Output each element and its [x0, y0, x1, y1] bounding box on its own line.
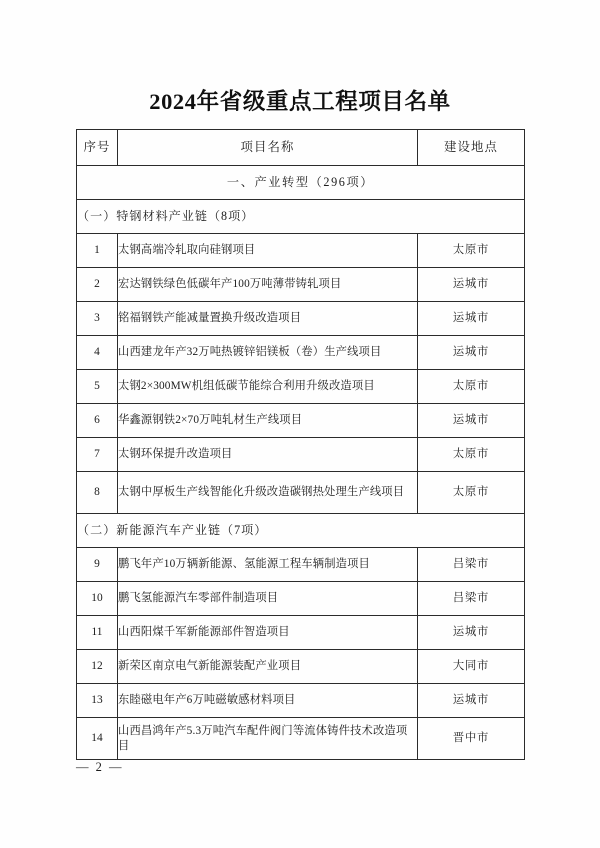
- table-row: [77, 336, 525, 370]
- column-header-index: 序号: [77, 130, 118, 166]
- table-row: [77, 268, 525, 302]
- cell-location: 运城市: [418, 684, 525, 718]
- cell-project-name: 山西昌鸿年产5.3万吨汽车配件阀门等流体铸件技术改造项目: [118, 718, 418, 760]
- table-row: [77, 404, 525, 438]
- table-row: [77, 472, 525, 514]
- cell-project-name: 山西阳煤千军新能源部件智造项目: [118, 616, 418, 650]
- cell-index: 6: [77, 404, 118, 438]
- cell-index: 4: [77, 336, 118, 370]
- cell-location: 太原市: [418, 370, 525, 404]
- cell-index: 3: [77, 302, 118, 336]
- column-header-location: 建设地点: [418, 130, 525, 166]
- subsection-heading-row: [77, 200, 525, 234]
- cell-location: 太原市: [418, 234, 525, 268]
- subsection-heading-label: （一）特钢材料产业链（8项）: [77, 200, 525, 234]
- cell-location: 太原市: [418, 438, 525, 472]
- table-row: [77, 684, 525, 718]
- table-row: [77, 438, 525, 472]
- table-row: [77, 548, 525, 582]
- cell-project-name: 新荣区南京电气新能源装配产业项目: [118, 650, 418, 684]
- cell-index: 8: [77, 472, 118, 514]
- cell-location: 太原市: [418, 472, 525, 514]
- cell-project-name: 太钢环保提升改造项目: [118, 438, 418, 472]
- cell-location: 运城市: [418, 268, 525, 302]
- cell-location: 运城市: [418, 616, 525, 650]
- cell-location: 吕梁市: [418, 582, 525, 616]
- cell-index: 13: [77, 684, 118, 718]
- cell-project-name: 山西建龙年产32万吨热镀锌铝镁板（卷）生产线项目: [118, 336, 418, 370]
- project-list-table-container: [76, 129, 524, 760]
- table-row: [77, 582, 525, 616]
- section-heading-label: 一、产业转型（296项）: [77, 166, 525, 200]
- cell-location: 吕梁市: [418, 548, 525, 582]
- page-title: 2024年省级重点工程项目名单: [149, 89, 451, 114]
- subsection-heading-label: （二）新能源汽车产业链（7项）: [77, 514, 525, 548]
- table-row: [77, 370, 525, 404]
- subsection-heading-row: [77, 514, 525, 548]
- cell-location: 运城市: [418, 404, 525, 438]
- page-number: — 2 —: [76, 760, 124, 774]
- cell-index: 5: [77, 370, 118, 404]
- project-list-table: [76, 129, 525, 760]
- cell-project-name: 太钢2×300MW机组低碳节能综合利用升级改造项目: [118, 370, 418, 404]
- cell-location: 运城市: [418, 302, 525, 336]
- table-body: [77, 130, 525, 760]
- cell-project-name: 东睦磁电年产6万吨磁敏感材料项目: [118, 684, 418, 718]
- table-row: [77, 302, 525, 336]
- table-row: [77, 718, 525, 760]
- table-row: [77, 234, 525, 268]
- cell-index: 1: [77, 234, 118, 268]
- cell-project-name: 鹏飞氢能源汽车零部件制造项目: [118, 582, 418, 616]
- section-heading-row: [77, 166, 525, 200]
- cell-location: 大同市: [418, 650, 525, 684]
- cell-project-name: 鹏飞年产10万辆新能源、氢能源工程车辆制造项目: [118, 548, 418, 582]
- cell-project-name: 铭福钢铁产能减量置换升级改造项目: [118, 302, 418, 336]
- cell-location: 晋中市: [418, 718, 525, 760]
- cell-project-name: 宏达钢铁绿色低碳年产100万吨薄带铸轧项目: [118, 268, 418, 302]
- cell-index: 9: [77, 548, 118, 582]
- column-header-name: 项目名称: [118, 130, 418, 166]
- cell-index: 2: [77, 268, 118, 302]
- cell-index: 12: [77, 650, 118, 684]
- cell-index: 7: [77, 438, 118, 472]
- table-row: [77, 616, 525, 650]
- cell-location: 运城市: [418, 336, 525, 370]
- cell-project-name: 华鑫源钢铁2×70万吨轧材生产线项目: [118, 404, 418, 438]
- cell-index: 10: [77, 582, 118, 616]
- cell-index: 11: [77, 616, 118, 650]
- table-header-row: [77, 130, 525, 166]
- cell-project-name: 太钢高端冷轧取向硅钢项目: [118, 234, 418, 268]
- cell-index: 14: [77, 718, 118, 760]
- table-row: [77, 650, 525, 684]
- cell-project-name: 太钢中厚板生产线智能化升级改造碳钢热处理生产线项目: [118, 472, 418, 514]
